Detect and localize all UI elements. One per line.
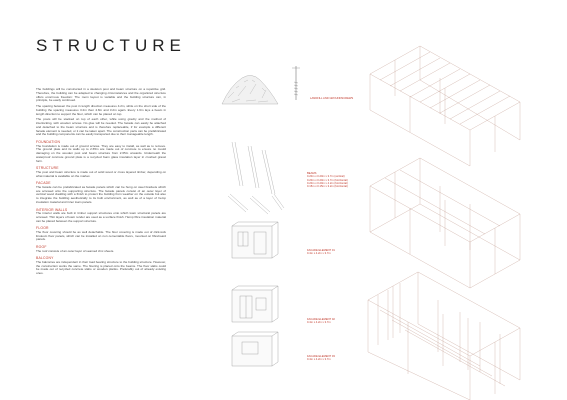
full-structure-illustration — [368, 272, 520, 400]
floor-heading: FLOOR — [36, 226, 49, 231]
facade-element-1-dims: 0.4m x 4.2m x 3.7m — [307, 252, 331, 256]
facade-element-3-caption — [307, 355, 335, 362]
beams-caption-line-1: 0.20m x 0.20m x 3.7m (vertical) — [307, 175, 345, 179]
intro-paragraph-3: The posts will be stacked on top of each other, while using gravity and the method of interlocking, with wooden screws. No glue will be needed. The facade can easily be attached and detached to the beam structure and is therefore replaceable, if for example a different facade element is needed, or it can be taken apart. The construction parts can be prefabricated and the building components can be easily transported due to their manageable length. — [36, 117, 166, 137]
intro-paragraph-2: The spacing between the post in length direction measures 4.2m, while on the short side of the building the spacing measures 3.2m then 4.8m and 3.2m again. Every 1.6m lays a beam in length direction to support the floor, which can be placed on top. — [36, 104, 166, 116]
facade-heading: FACADE — [36, 181, 51, 186]
balcony-heading: BALCONY — [36, 256, 54, 261]
facade-panel-1-illustration — [232, 222, 278, 258]
intro-paragraph-1: The buildings will be constructed in a skeleton post and beam structure on a repetitive grid. Therefore, the building can be adapted to changing circumstances and the organized structure offers enormous freedom: The room layout is variable and the building structure can, in principle, be easily continued. — [36, 87, 166, 103]
roof-heading: ROOF — [36, 245, 47, 249]
balcony-text: The balconies are independent in their load bearing structure to the building structure. However, the construction works the same. The flooring is placed onto the beams. The floor slabs could be made out of recycled concrete slabs or wooden planks. Preferably out of already existing ones. — [36, 259, 166, 275]
roof-frame-illustration — [370, 46, 520, 166]
facade-element-2-title: FACADE ELEMENT 02 — [307, 318, 335, 321]
floor-text: The floor covering should be as well detachable. The floor covering is made out of click-lock linoleum floor panels, which can be installed on non cementable floors, mounted on fibreboard panels. — [36, 229, 166, 242]
foundation-text: The foundation is made out of ground screws. They are easy to install, as well as to remove. The ground plate and its walls up to 2.65m are made out of concrete to ensure no mould damaging on the wooden post and beam structure from 2.65m onwards. Underneath the waterproof concrete ground plate is a recycled foam glass insulation layer in crushed gravel form. — [36, 143, 166, 163]
roof-text: The roof consists of an outer layer of seamed zinc sheets. — [36, 248, 115, 253]
facade-panel-3-illustration — [232, 332, 278, 366]
beams-caption-title: BEAMS — [307, 172, 317, 175]
landfill-caption: LANDFILL AND GROUNDSCREWS — [310, 97, 354, 100]
ground-screw-illustration — [292, 66, 300, 100]
facade-element-2-caption — [307, 318, 335, 325]
beams-caption-line-3: 0.20m x 0.20m x 4.2m (horizontal) — [307, 181, 348, 185]
beams-caption-line-4: 0.15m x 0.15m x 3.2m (horizontal) — [307, 185, 348, 189]
page-title: STRUCTURE — [36, 36, 186, 55]
facade-element-1-caption — [307, 249, 335, 256]
beams-caption — [307, 172, 348, 188]
structure-text: The post and beam structure is made out of solid wood or cross layered timber, depending on what material is available on the market. — [36, 169, 166, 178]
facade-element-3-title: FACADE ELEMENT 03 — [307, 355, 335, 358]
beam-pieces-illustration — [228, 142, 284, 214]
foundation-heading: FOUNDATION — [36, 140, 61, 144]
facade-element-3-dims: 0.4m x 4.2m x 3.7m — [307, 358, 331, 362]
structure-heading: STRUCTURE — [36, 166, 59, 171]
facade-panel-2-illustration — [232, 286, 278, 322]
facade-element-2-dims: 0.4m x 4.2m x 3.7m — [307, 321, 331, 325]
facade-text: The facade can be prefabricated as facade panels which can be hung on steel brackets which are screwed onto the supporting structure. The facade panels consist of an outer layer of vertical wood cladding with a finish to protect the building from weather on the outside but also to integrate the building aesthetically to its built environment, as well as of a layer of hemp insulation material and inner loam panels. — [36, 184, 166, 204]
post-beam-frame-illustration — [370, 158, 520, 288]
facade-element-1-title: FACADE ELEMENT 01 — [307, 249, 335, 252]
interior-walls-text: The interior walls are built in timber support structures onto which loam structural panels are screwed. Thin layers of loam render are used as a surface finish. Hemp fibre insulation material can be placed between the support structure. — [36, 211, 166, 223]
beams-caption-line-2: 0.20m x 0.20m x 3.7m (horizontal) — [307, 178, 348, 182]
landfill-heap-illustration — [222, 75, 278, 104]
interior-walls-heading: INTERIOR WALLS — [36, 207, 68, 212]
